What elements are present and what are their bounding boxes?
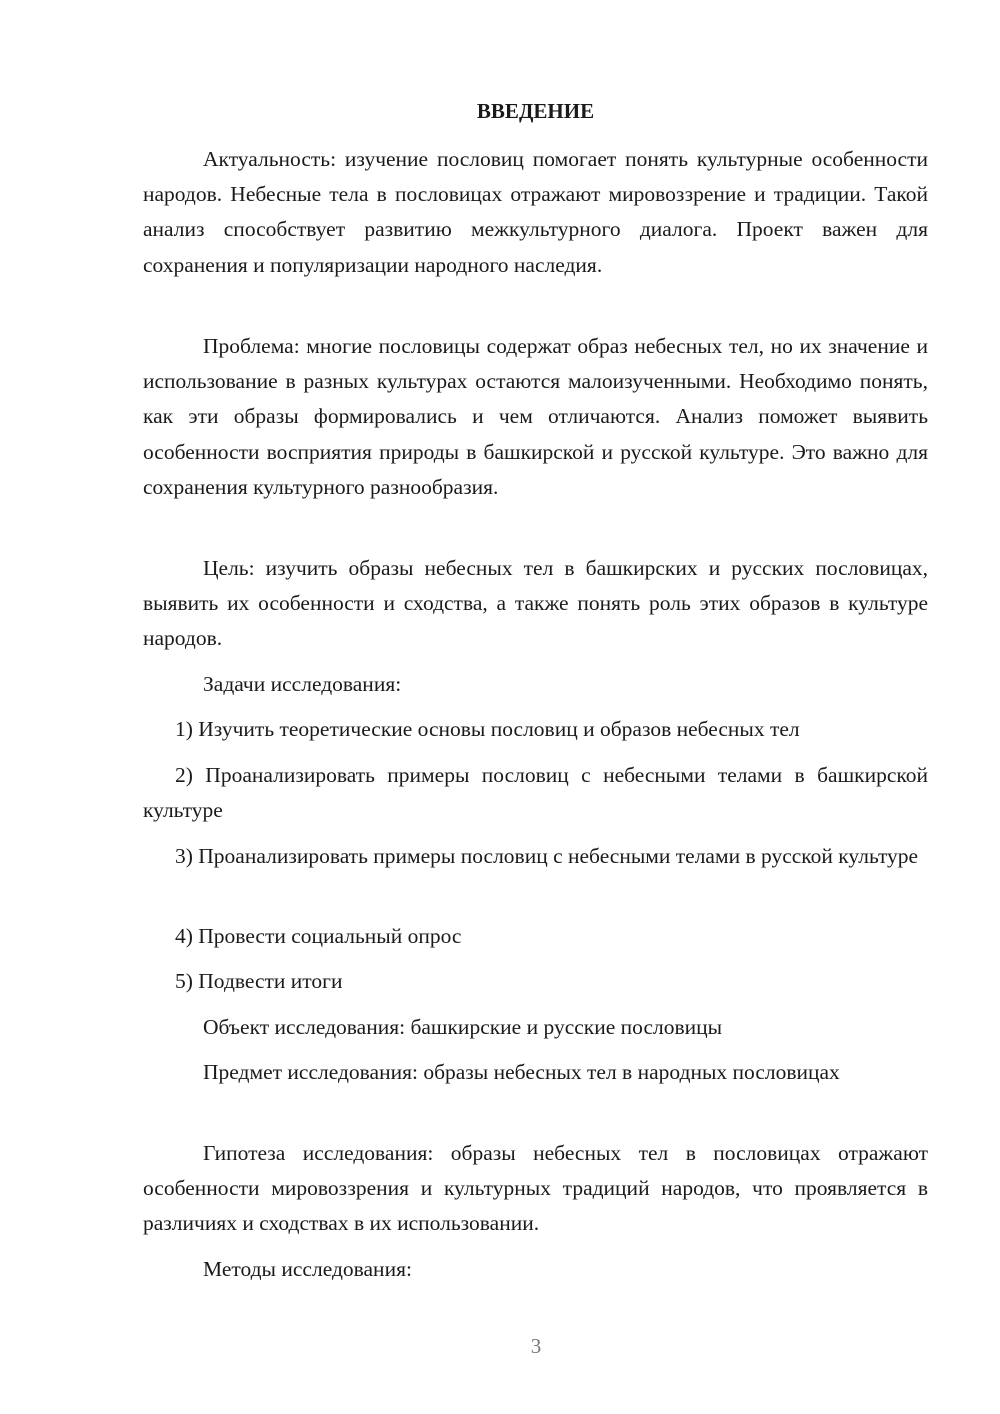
page-title: ВВЕДЕНИЕ [476, 99, 595, 123]
task-item-3: 3) Проанализировать примеры пословиц с небесными телами в русской культуре [175, 844, 919, 868]
task-item-2: 2) Проанализировать примеры пословиц с небесными телами в башкирской культуре [143, 763, 928, 823]
paragraph-relevance: Актуальность: изучение пословиц помогает понять культурные особенности народов. Небесные тела в пословицах отражают мировоззрение и традиции. Такой анализ способствует развитию межкультурного диалога. Проект важен для сохранения и популяризации народного наследия. [143, 147, 928, 277]
task-item-5: 5) Подвести итоги [175, 969, 343, 993]
paragraph-problem: Проблема: многие пословицы содержат образ небесных тел, но их значение и использование в разных культурах остаются малоизученными. Необходимо понять, как эти образы формировались и чем отличаются. Анализ поможет выявить особенности восприятия природы в башкирской и русской культуре. Это важно для сохранения культурного разнообразия. [143, 334, 928, 499]
task-item-1: 1) Изучить теоретические основы пословиц и образов небесных тел [175, 717, 800, 741]
paragraph-methods: Методы исследования: [203, 1257, 412, 1281]
task-item-4: 4) Провести социальный опрос [175, 924, 462, 948]
page-number: 3 [530, 1334, 542, 1358]
paragraph-subject: Предмет исследования: образы небесных тел в народных пословицах [203, 1060, 840, 1084]
paragraph-tasks-heading: Задачи исследования: [203, 672, 402, 696]
paragraph-object: Объект исследования: башкирские и русские пословицы [203, 1015, 723, 1039]
paragraph-goal: Цель: изучить образы небесных тел в башкирских и русских пословицах, выявить их особенности и сходства, а также понять роль этих образов в культуре народов. [143, 556, 928, 651]
paragraph-hypothesis: Гипотеза исследования: образы небесных тел в пословицах отражают особенности мировоззрения и культурных традиций народов, что проявляется в различиях и сходствах в их использовании. [143, 1141, 928, 1236]
